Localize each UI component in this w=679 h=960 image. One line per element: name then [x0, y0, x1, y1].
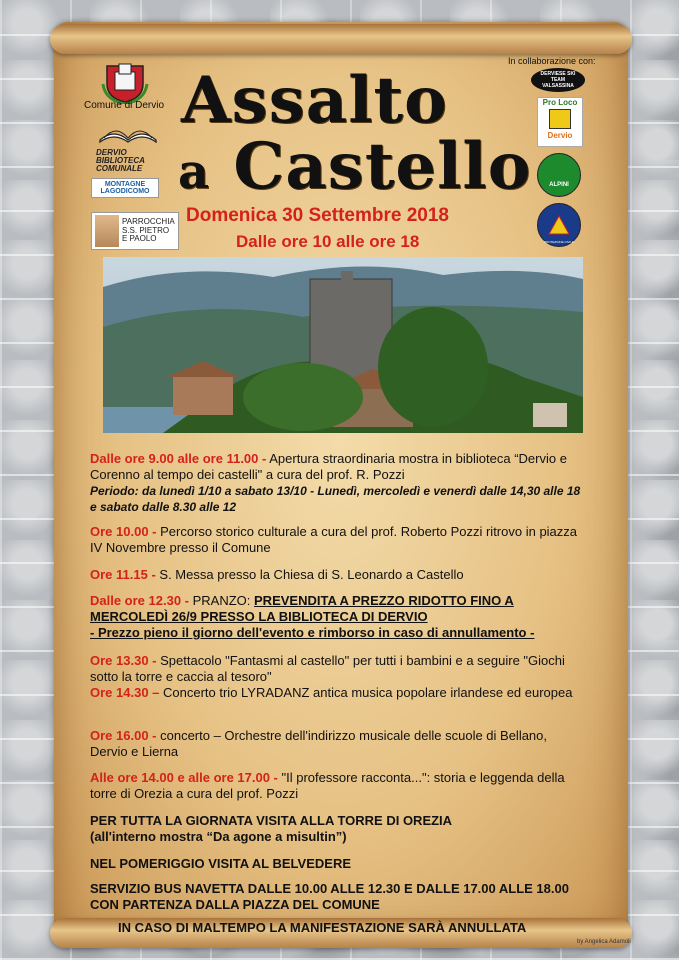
credit: by Angelica Adamoli [577, 939, 631, 945]
program-time: Ore 13.30 - [90, 653, 157, 668]
biblioteca-label: DERVIO BIBLIOTECA COMUNALE [96, 148, 145, 173]
program-time: Alle ore 14.00 e alle ore 17.00 - [90, 770, 278, 785]
book-icon [92, 118, 164, 144]
program-time: Ore 11.15 - [90, 567, 156, 582]
program-item-concerto [90, 728, 586, 760]
scroll-roll-top [50, 24, 632, 54]
event-hours: Dalle ore 10 alle ore 18 [236, 232, 420, 251]
program-item-mostra [90, 451, 586, 515]
title-a: a [178, 144, 211, 200]
program-time: Ore 16.00 - [90, 728, 157, 743]
program-text: Spettacolo "Fantasmi al castello" per tutti i bambini e a seguire "Giochi sotto la torre e caccia al tesoro" [90, 653, 565, 684]
castle-photo [103, 257, 583, 433]
notice-bus: SERVIZIO BUS NAVETTA DALLE 10.00 ALLE 12.30 E DALLE 17.00 ALLE 18.00 CON PARTENZA DALLA PIAZZA DEL COMUNE [90, 881, 569, 912]
program-text: S. Messa presso la Chiesa di S. Leonardo a Castello [155, 567, 464, 582]
church-icon [95, 215, 119, 247]
program-text: PRANZO: [189, 593, 255, 608]
program-text: Apertura straordinaria mostra in biblioteca “Dervio e Corenno al tempo dei castelli" a cura del prof. R. Pozzi [90, 451, 567, 482]
alpini-logo [537, 153, 581, 197]
parrocchia-label: PARROCCHIA S.S. PIETRO E PAOLO [122, 217, 175, 244]
program-time: Dalle ore 12.30 - [90, 593, 189, 608]
biblioteca-logo [92, 118, 164, 173]
notice-maltempo: IN CASO DI MALTEMPO LA MANIFESTAZIONE SARÀ ANNULLATA [118, 920, 527, 935]
title-line1: Assalto [181, 63, 448, 138]
proloco-label: Pro Loco [542, 98, 578, 107]
program-text: concerto – Orchestre dell'indirizzo musicale delle scuole di Bellano, Dervio e Lierna [90, 728, 548, 759]
parrocchia-logo [91, 212, 179, 250]
program-text: Percorso storico culturale a cura del prof. Roberto Pozzi ritrovo in piazza IV Novembre presso il Comune [90, 524, 578, 555]
event-date: Domenica 30 Settembre 2018 [186, 205, 449, 226]
prevendita-note: PREVENDITA A PREZZO RIDOTTO FINO A MERCOLEDÌ 26/9 PRESSO LA BIBLIOTECA DI DERVIO [90, 593, 514, 624]
comune-label: Comune di Dervio [84, 100, 165, 111]
program-item-spettacolo [90, 653, 586, 701]
protezione-label: PROTEZIONE CIVILE [544, 240, 574, 244]
ski-team-logo [531, 68, 585, 92]
comune-crest-icon [101, 54, 149, 104]
proloco-sub: Dervio [547, 131, 573, 140]
program-item-professore [90, 770, 586, 802]
program-item-messa [90, 567, 586, 583]
title-castello: Castello [233, 129, 532, 204]
collab-label: In collaborazione con: [508, 56, 596, 66]
notice-belvedere: NEL POMERIGGIO VISITA AL BELVEDERE [90, 856, 351, 871]
title-line2 [178, 129, 532, 207]
prezzo-pieno-note: - Prezzo pieno il giorno dell'evento e rimborso in caso di annullamento - [90, 625, 535, 640]
program-time: Dalle ore 9.00 alle ore 11.00 - [90, 451, 267, 466]
notice-torre [90, 813, 590, 845]
ski-team-label: DERVIESE SKI TEAM VALSASSINA [540, 71, 576, 89]
proloco-emblem-icon [549, 109, 571, 129]
program-text: "Il professore racconta...": storia e leggenda della torre di Orezia a cura del prof. Pozzi [90, 770, 565, 801]
notice-torre-line1: PER TUTTA LA GIORNATA VISITA ALLA TORRE DI OREZIA [90, 813, 453, 828]
program-time: Ore 10.00 - [90, 524, 157, 539]
triangle-icon [548, 215, 570, 235]
notice-torre-line2: (all'interno mostra “Da agone a misultin”) [90, 829, 347, 844]
montagne-logo [91, 178, 159, 198]
program-time: Ore 14.30 – [90, 685, 160, 700]
alpini-label: ALPINI [549, 182, 569, 188]
program-item-pranzo [90, 593, 586, 641]
proloco-logo [537, 97, 583, 147]
protezione-civile-logo [537, 203, 581, 247]
program-period: Periodo: da lunedì 1/10 a sabato 13/10 - Lunedì, mercoledì e venerdì dalle 14,30 alle 18 e sabato dalle 8.30 alle 12 [90, 484, 581, 514]
montagne-label: MONTAGNE LAGODICOMO [100, 180, 150, 195]
program-item-percorso [90, 524, 586, 556]
program-text: Concerto trio LYRADANZ antica musica popolare irlandese ed europea [159, 685, 573, 700]
